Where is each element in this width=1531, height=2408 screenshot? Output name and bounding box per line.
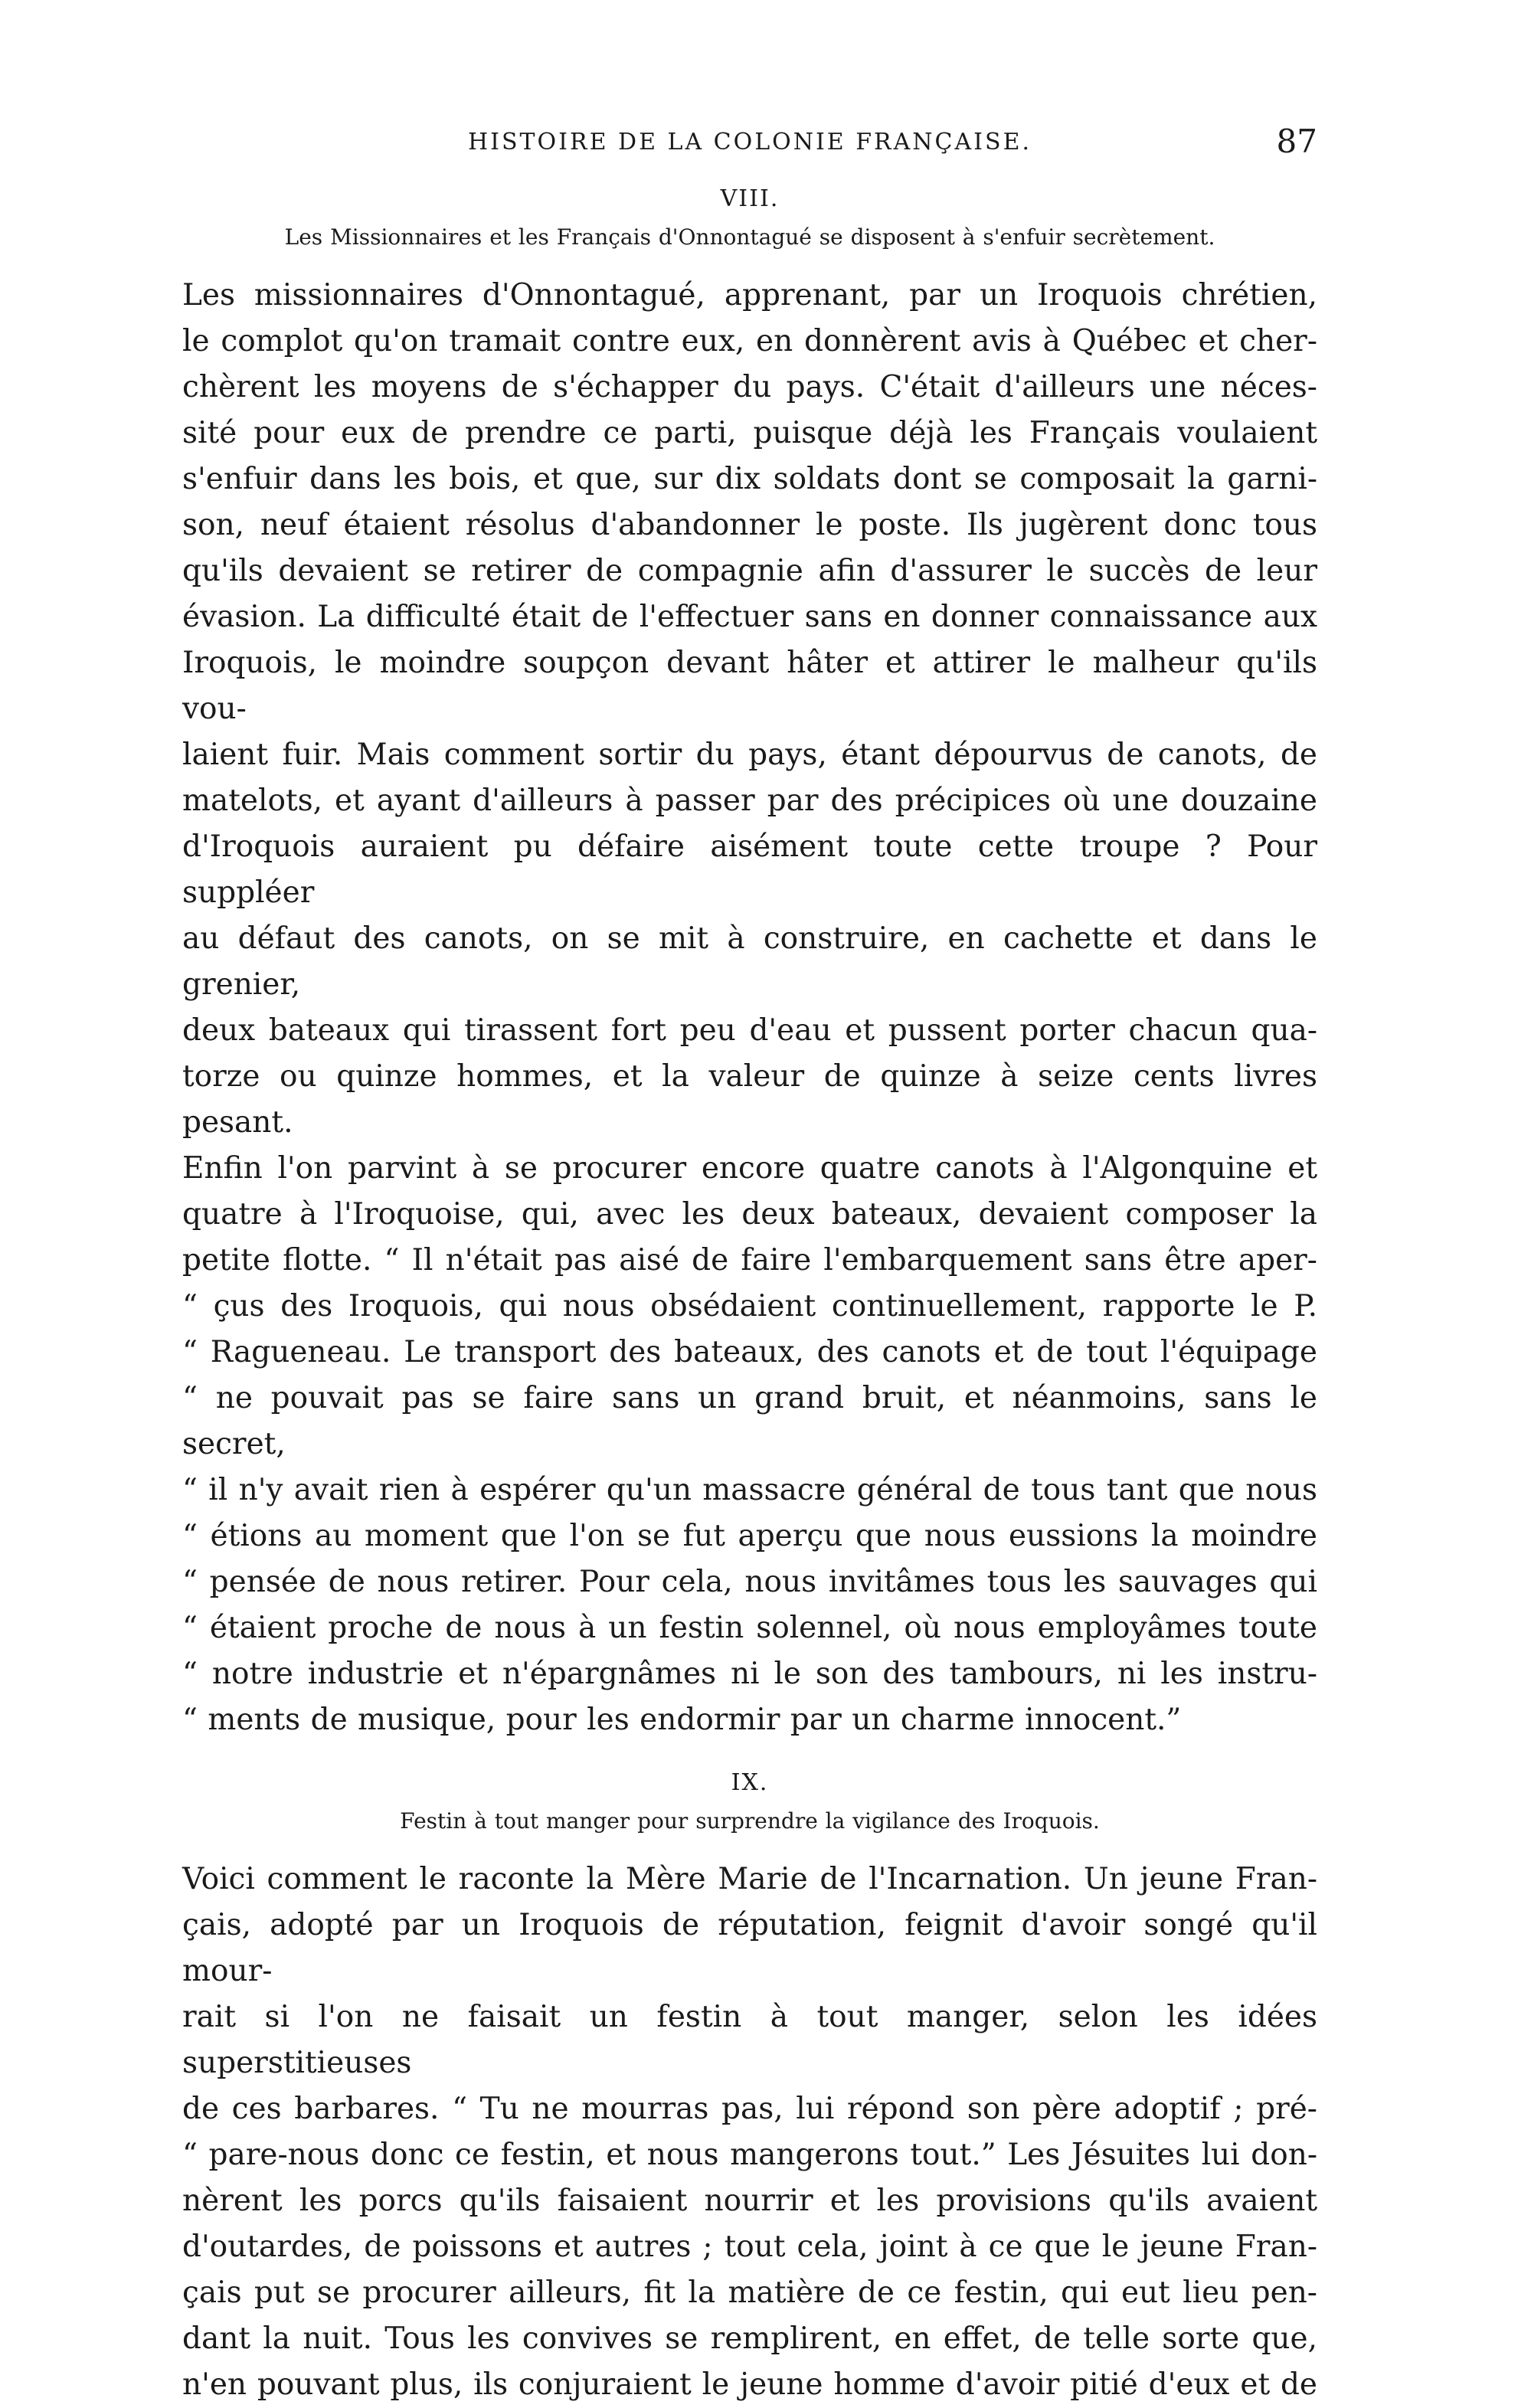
text-line: deux bateaux qui tirassent fort peu d'eau et pussent porter chacun qua-: [182, 1013, 1317, 1048]
text-line: “ pare-nous donc ce festin, et nous mangerons tout.” Les Jésuites lui don-: [182, 2138, 1317, 2172]
text-line: “ Ragueneau. Le transport des bateaux, des canots et de tout l'équipage: [182, 1335, 1317, 1369]
text-line: laient fuir. Mais comment sortir du pays, étant dépourvus de canots, de: [182, 738, 1317, 772]
text-line: n'en pouvant plus, ils conjuraient le jeune homme d'avoir pitié d'eux et de: [182, 2367, 1317, 2402]
text-line: chèrent les moyens de s'échapper du pays. C'était d'ailleurs une néces-: [182, 370, 1317, 404]
text-line: Enfin l'on parvint à se procurer encore quatre canots à l'Algonquine et: [182, 1151, 1317, 1186]
text-line: évasion. La difficulté était de l'effectuer sans en donner connaissance aux: [182, 600, 1317, 634]
text-line: au défaut des canots, on se mit à construire, en cachette et dans le grenier,: [182, 921, 1317, 1002]
text-line: “ étions au moment que l'on se fut aperçu que nous eussions la moindre: [182, 1519, 1317, 1553]
text-line: çais put se procurer ailleurs, fit la matière de ce festin, qui eut lieu pen-: [182, 2275, 1317, 2310]
text-line: qu'ils devaient se retirer de compagnie afin d'assurer le succès de leur: [182, 554, 1317, 588]
text-line: nèrent les porcs qu'ils faisaient nourrir et les provisions qu'ils avaient: [182, 2184, 1317, 2218]
section-number: IX.: [731, 1769, 769, 1796]
text-line: sité pour eux de prendre ce parti, puisque déjà les Français voulaient: [182, 416, 1317, 450]
text-line: quatre à l'Iroquoise, qui, avec les deux bateaux, devaient composer la: [182, 1197, 1317, 1232]
text-line: Les missionnaires d'Onnontagué, apprenant, par un Iroquois chrétien,: [182, 278, 1317, 312]
text-line: çais, adopté par un Iroquois de réputation, feignit d'avoir songé qu'il mour-: [182, 1908, 1317, 1988]
text-line: “ il n'y avait rien à espérer qu'un massacre général de tous tant que nous: [182, 1473, 1317, 1507]
text-line: d'outardes, de poissons et autres ; tout cela, joint à ce que le jeune Fran-: [182, 2230, 1317, 2264]
text-line: s'enfuir dans les bois, et que, sur dix soldats dont se composait la garni-: [182, 462, 1317, 496]
text-line: “ ments de musique, pour les endormir par un charme innocent.”: [182, 1703, 1182, 1737]
section-number: VIII.: [720, 185, 780, 212]
text-line: Voici comment le raconte la Mère Marie de l'Incarnation. Un jeune Fran-: [182, 1862, 1317, 1896]
text-line: “ ne pouvait pas se faire sans un grand bruit, et néanmoins, sans le secret,: [182, 1381, 1317, 1461]
text-line: “ pensée de nous retirer. Pour cela, nous invitâmes tous les sauvages qui: [182, 1565, 1317, 1599]
text-line: le complot qu'on tramait contre eux, en donnèrent avis à Québec et cher-: [182, 324, 1317, 358]
text-line: d'Iroquois auraient pu défaire aisément toute cette troupe ? Pour suppléer: [182, 829, 1317, 910]
book-page: [182, 115, 1317, 2408]
page-number: 87: [1276, 123, 1317, 160]
text-line: son, neuf étaient résolus d'abandonner le poste. Ils jugèrent donc tous: [182, 508, 1317, 542]
running-title: HISTOIRE DE LA COLONIE FRANÇAISE.: [467, 129, 1032, 155]
text-line: dant la nuit. Tous les convives se remplirent, en effet, de telle sorte que,: [182, 2321, 1317, 2356]
paragraph: [182, 273, 1317, 1743]
text-line: petite flotte. “ Il n'était pas aisé de faire l'embarquement sans être aper-: [182, 1243, 1317, 1278]
section-heading: Festin à tout manger pour surprendre la vigilance des Iroquois.: [400, 1808, 1100, 1834]
text-line: matelots, et ayant d'ailleurs à passer par des précipices où une douzaine: [182, 784, 1317, 818]
text-line: Iroquois, le moindre soupçon devant hâter et attirer le malheur qu'ils vou-: [182, 646, 1317, 726]
text-line: de ces barbares. “ Tu ne mourras pas, lui répond son père adoptif ; pré-: [182, 2092, 1317, 2126]
text-line: “ étaient proche de nous à un festin solennel, où nous employâmes toute: [182, 1611, 1317, 1645]
section-heading: Les Missionnaires et les Français d'Onnontagué se disposent à s'enfuir secrètement.: [284, 224, 1215, 250]
text-line: torze ou quinze hommes, et la valeur de quinze à seize cents livres pesant.: [182, 1059, 1317, 1140]
text-line: “ notre industrie et n'épargnâmes ni le son des tambours, ni les instru-: [182, 1657, 1317, 1691]
text-line: rait si l'on ne faisait un festin à tout manger, selon les idées superstitieuses: [182, 2000, 1317, 2080]
text-line: “ çus des Iroquois, qui nous obsédaient continuellement, rapporte le P.: [182, 1289, 1317, 1323]
running-head: [182, 115, 1317, 168]
paragraph: [182, 1857, 1317, 2408]
